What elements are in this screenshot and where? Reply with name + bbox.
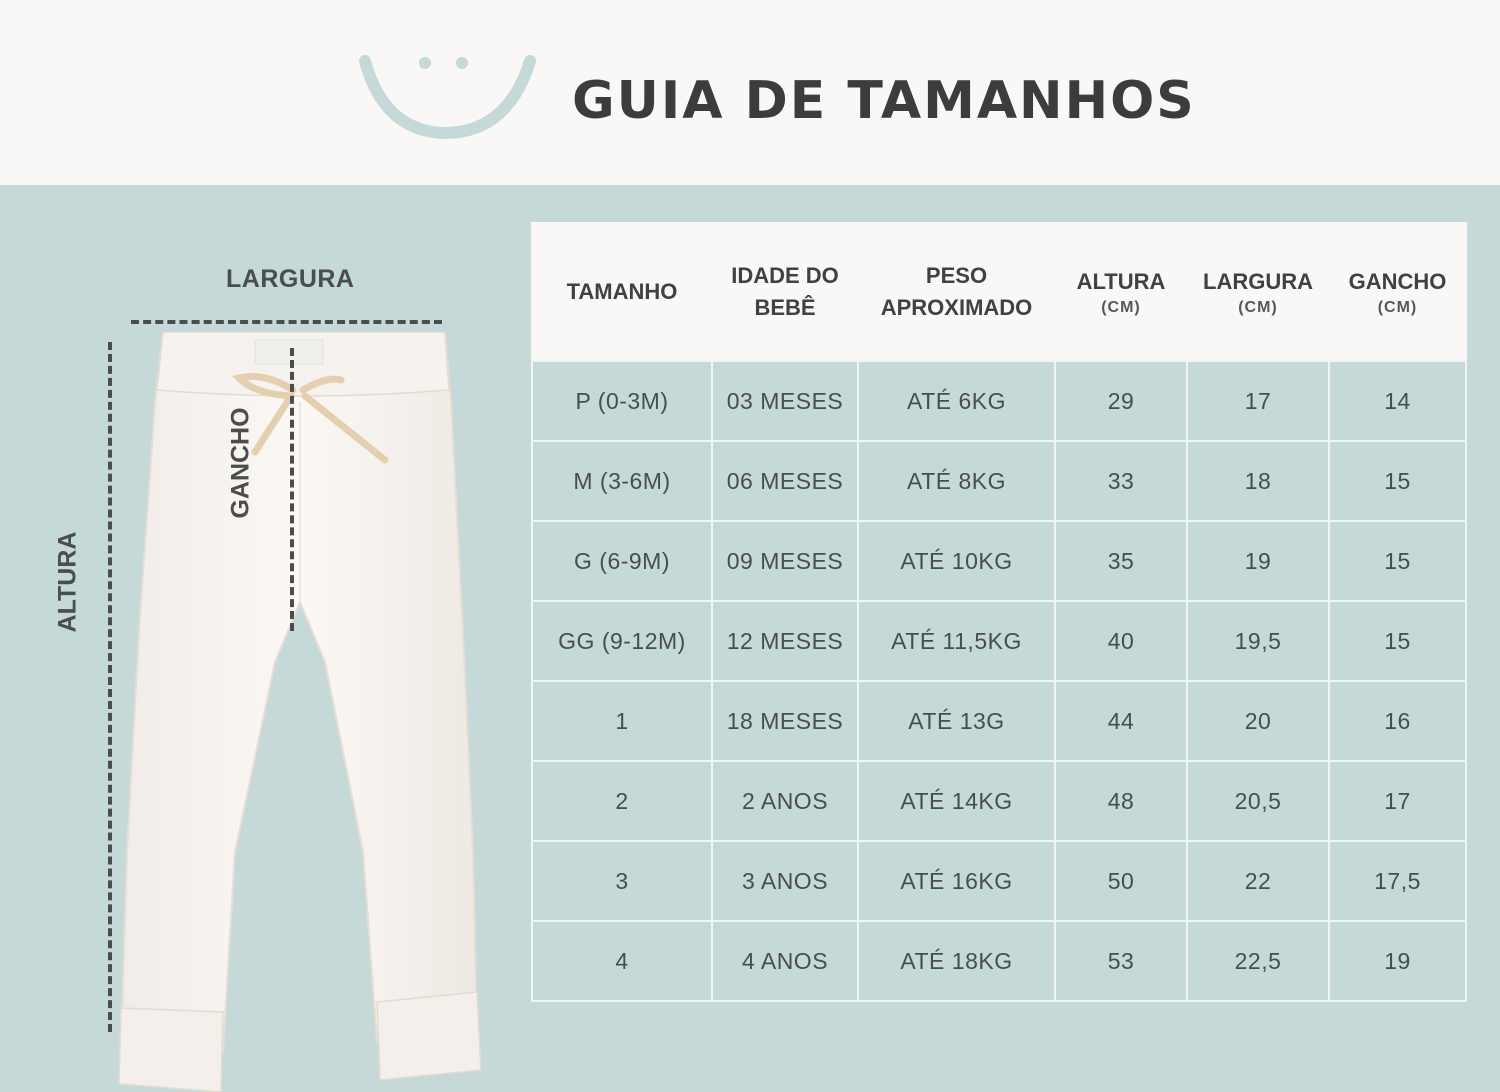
- cell-idade: 06 MESES: [712, 441, 858, 521]
- column-header-label: TAMANHO: [566, 279, 678, 304]
- cell-altura: 48: [1055, 761, 1187, 841]
- cell-gancho: 16: [1329, 681, 1466, 761]
- column-header-label: GANCHO: [1348, 269, 1447, 294]
- table-row: [532, 761, 1466, 841]
- cell-altura: 40: [1055, 601, 1187, 681]
- cell-largura: 20,5: [1187, 761, 1329, 841]
- cell-peso: ATÉ 11,5KG: [858, 601, 1055, 681]
- cell-peso: ATÉ 10KG: [858, 521, 1055, 601]
- cell-tamanho: 4: [532, 921, 712, 1001]
- column-header-unit: (CM): [1238, 299, 1278, 316]
- cell-peso: ATÉ 13G: [858, 681, 1055, 761]
- cell-peso: ATÉ 6KG: [858, 361, 1055, 441]
- cell-gancho: 14: [1329, 361, 1466, 441]
- page-title: GUIA DE TAMANHOS: [572, 71, 1196, 131]
- table-row: [532, 361, 1466, 441]
- cell-idade: 12 MESES: [712, 601, 858, 681]
- cell-peso: ATÉ 8KG: [858, 441, 1055, 521]
- cell-peso: ATÉ 16KG: [858, 841, 1055, 921]
- smiley-logo-icon: [356, 50, 540, 142]
- cell-altura: 29: [1055, 361, 1187, 441]
- pants-diagram: [0, 185, 520, 1080]
- table-row: [532, 681, 1466, 761]
- cell-idade: 4 ANOS: [712, 921, 858, 1001]
- cell-altura: 33: [1055, 441, 1187, 521]
- column-header-altura: [1055, 223, 1187, 361]
- column-header-label: PESO APROXIMADO: [880, 263, 1033, 320]
- cell-idade: 3 ANOS: [712, 841, 858, 921]
- gancho-dashed-line: [290, 348, 294, 631]
- table-header-row: [532, 223, 1466, 361]
- size-table: [531, 222, 1467, 1002]
- cell-gancho: 15: [1329, 521, 1466, 601]
- cell-largura: 18: [1187, 441, 1329, 521]
- cell-largura: 19,5: [1187, 601, 1329, 681]
- cell-tamanho: GG (9-12M): [532, 601, 712, 681]
- gancho-label: GANCHO: [226, 407, 255, 519]
- cell-altura: 44: [1055, 681, 1187, 761]
- cell-altura: 35: [1055, 521, 1187, 601]
- cell-gancho: 17: [1329, 761, 1466, 841]
- altura-dashed-line: [108, 342, 112, 1032]
- cell-peso: ATÉ 18KG: [858, 921, 1055, 1001]
- cell-largura: 20: [1187, 681, 1329, 761]
- cell-tamanho: G (6-9M): [532, 521, 712, 601]
- largura-dashed-line: [131, 320, 442, 324]
- cell-idade: 2 ANOS: [712, 761, 858, 841]
- table-row: [532, 921, 1466, 1001]
- cell-altura: 53: [1055, 921, 1187, 1001]
- largura-label: LARGURA: [226, 265, 355, 293]
- cell-largura: 22,5: [1187, 921, 1329, 1001]
- cell-tamanho: M (3-6M): [532, 441, 712, 521]
- column-header-peso: [858, 223, 1055, 361]
- page-header: [0, 0, 1500, 185]
- table-row: [532, 841, 1466, 921]
- size-table-container: [531, 222, 1465, 994]
- table-row: [532, 601, 1466, 681]
- cell-altura: 50: [1055, 841, 1187, 921]
- cell-largura: 22: [1187, 841, 1329, 921]
- column-header-label: ALTURA: [1076, 269, 1166, 294]
- cell-tamanho: 2: [532, 761, 712, 841]
- cell-tamanho: 3: [532, 841, 712, 921]
- pants-image: [115, 332, 485, 1092]
- cell-gancho: 19: [1329, 921, 1466, 1001]
- altura-label: ALTURA: [53, 531, 82, 633]
- column-header-label: LARGURA: [1203, 269, 1313, 294]
- column-header-label: IDADE DO BEBÊ: [731, 263, 839, 320]
- cell-idade: 18 MESES: [712, 681, 858, 761]
- cell-idade: 09 MESES: [712, 521, 858, 601]
- cell-gancho: 15: [1329, 441, 1466, 521]
- column-header-unit: (CM): [1101, 299, 1141, 316]
- cell-peso: ATÉ 14KG: [858, 761, 1055, 841]
- column-header-idade: [712, 223, 858, 361]
- column-header-unit: (CM): [1377, 299, 1418, 316]
- table-row: [532, 441, 1466, 521]
- cell-gancho: 15: [1329, 601, 1466, 681]
- cell-tamanho: P (0-3M): [532, 361, 712, 441]
- column-header-tamanho: [532, 223, 712, 361]
- cell-tamanho: 1: [532, 681, 712, 761]
- cell-idade: 03 MESES: [712, 361, 858, 441]
- cell-largura: 17: [1187, 361, 1329, 441]
- table-row: [532, 521, 1466, 601]
- column-header-largura: [1187, 223, 1329, 361]
- cell-largura: 19: [1187, 521, 1329, 601]
- column-header-gancho: [1329, 223, 1466, 361]
- cell-gancho: 17,5: [1329, 841, 1466, 921]
